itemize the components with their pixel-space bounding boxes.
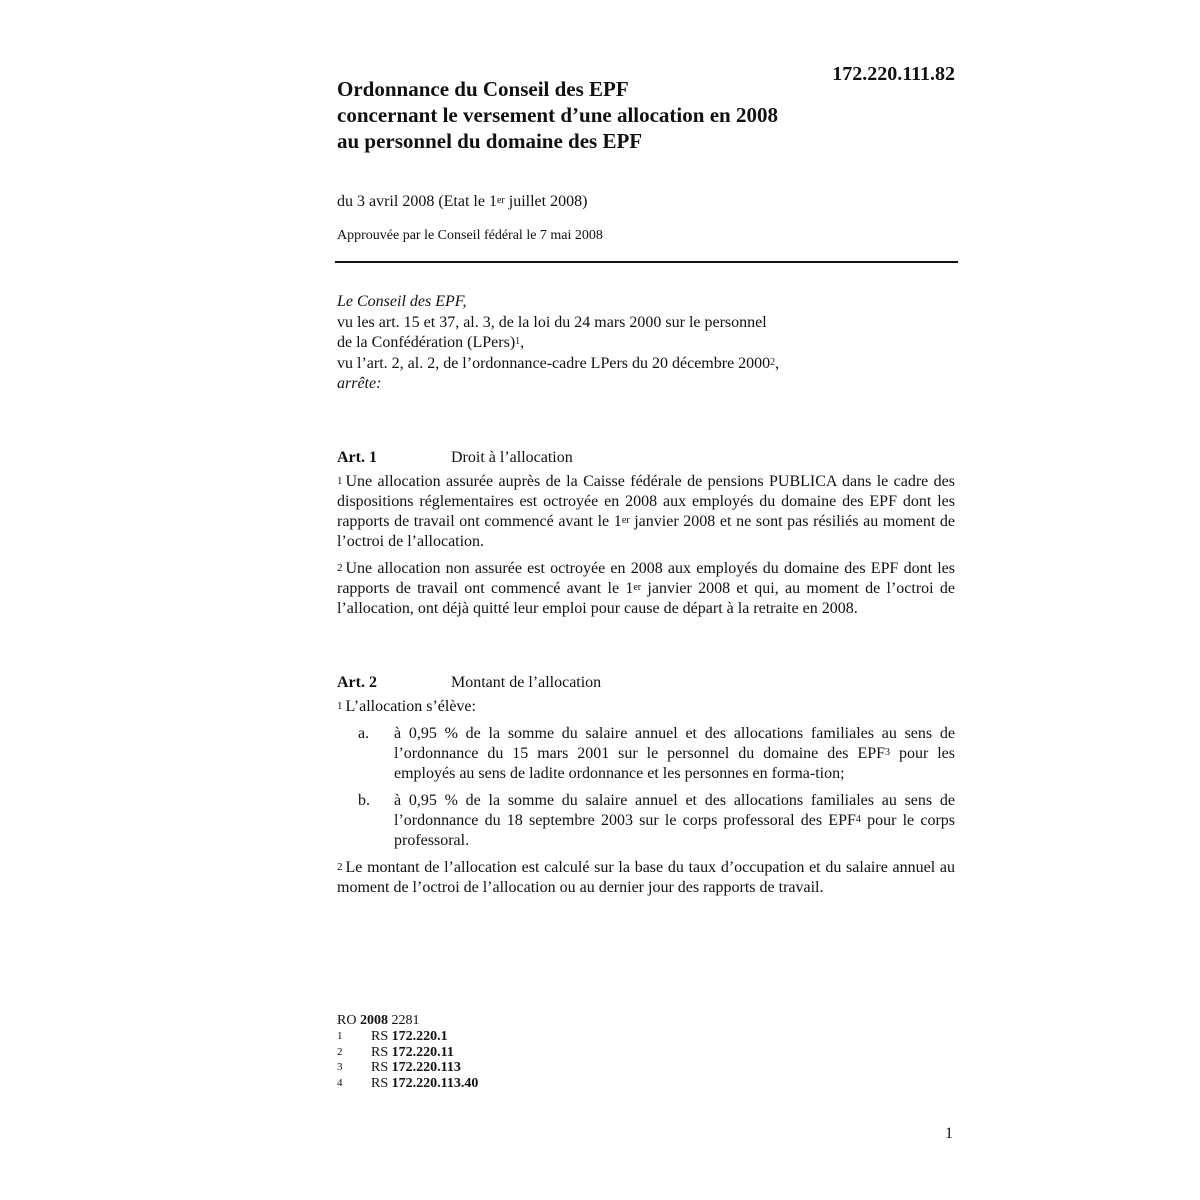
list-item-b xyxy=(337,791,955,851)
paragraph-number: 1 xyxy=(337,700,343,712)
article-2-heading xyxy=(337,673,955,693)
article-2-title: Montant de l’allocation xyxy=(451,674,602,691)
paragraph-text: Une allocation non assurée est octroyée en 2008 aux employés du domaine des EPF dont les rapports de travail ont commencé avant le 1 xyxy=(337,560,955,597)
article-2-number: Art. 2 xyxy=(337,674,377,691)
header-divider xyxy=(335,261,958,263)
preamble-issuer: Le Conseil des EPF, xyxy=(337,293,467,310)
footnote-ref-4[interactable]: 4 xyxy=(855,814,861,825)
footnotes xyxy=(337,1013,478,1091)
footnote-ref-2[interactable]: 2 xyxy=(770,356,776,368)
paragraph-text-end: janvier 2008 et ne sont pas résiliés au moment de l’octroi de l’allocation. xyxy=(337,513,956,550)
title-line-3: au personnel du domaine des EPF xyxy=(337,129,643,153)
footnote-ref-3[interactable]: 3 xyxy=(885,747,891,758)
preamble-line-3-text: vu l’art. 2, al. 2, de l’ordonnance-cadre LPers du 20 décembre 2000 xyxy=(337,354,771,372)
preamble-line-3 xyxy=(337,354,955,375)
preamble xyxy=(337,292,955,395)
article-1-paragraph-1 xyxy=(337,472,955,552)
list-text-end: pour le corps professoral. xyxy=(394,812,955,849)
article-2-paragraph-1 xyxy=(337,697,955,717)
footnote-index: 2 xyxy=(337,1045,343,1058)
sr-number: 172.220.111.82 xyxy=(832,63,955,85)
preamble-line-2 xyxy=(337,333,955,354)
document-date xyxy=(337,192,955,212)
ro-page: 2281 xyxy=(387,1013,420,1028)
footnote-ref-1[interactable]: 1 xyxy=(515,336,521,347)
article-1-paragraph-2 xyxy=(337,559,955,619)
footnote-index: 4 xyxy=(337,1076,343,1089)
title-line-2: concernant le versement d’une allocation en 2008 xyxy=(337,103,778,127)
date-superscript: er xyxy=(496,195,505,206)
list-text-end: pour les employés au sens de ladite ordonnance et les personnes en forma-tion; xyxy=(394,745,955,782)
list-text-main: à 0,95 % de la somme du salaire annuel et des allocations familiales au sens de l’ordonnance du 18 septembre 2003 sur le corps professoral des EPF xyxy=(394,792,955,829)
article-1-title: Droit à l’allocation xyxy=(451,449,573,466)
ro-prefix: RO xyxy=(337,1013,360,1028)
footnote-1 xyxy=(337,1029,478,1045)
footnote-ref-link[interactable]: 172.220.113 xyxy=(391,1060,461,1075)
footnote-2 xyxy=(337,1045,478,1061)
footnote-text xyxy=(371,1029,448,1045)
footnote-3 xyxy=(337,1060,478,1076)
article-2 xyxy=(337,673,955,905)
paragraph-number: 1 xyxy=(337,475,343,487)
paragraph-number: 2 xyxy=(337,861,343,873)
list-text xyxy=(394,791,955,851)
footnote-4 xyxy=(337,1076,478,1092)
footnote-text xyxy=(371,1045,454,1061)
preamble-line-1: vu les art. 15 et 37, al. 3, de la loi du 24 mars 2000 sur le personnel xyxy=(337,313,767,331)
footnote-text xyxy=(371,1060,461,1076)
document-title xyxy=(337,76,877,154)
ro-year: 2008 xyxy=(359,1013,388,1028)
footnote-prefix: RS xyxy=(371,1060,392,1075)
list-letter: b. xyxy=(358,792,370,809)
preamble-line-2-text: de la Confédération (LPers) xyxy=(337,334,516,351)
ordinal-superscript: er xyxy=(633,582,642,593)
ro-reference xyxy=(337,1013,478,1029)
article-1 xyxy=(337,448,955,626)
article-1-number: Art. 1 xyxy=(337,449,377,466)
footnote-prefix: RS xyxy=(371,1029,392,1044)
page-number: 1 xyxy=(945,1125,953,1142)
approval-note: Approuvée par le Conseil fédéral le 7 mai 2008 xyxy=(337,228,603,243)
footnote-text xyxy=(371,1076,478,1092)
footnote-index: 1 xyxy=(337,1030,343,1042)
footnote-ref-link[interactable]: 172.220.11 xyxy=(391,1044,454,1060)
paragraph-number: 2 xyxy=(337,562,343,574)
footnote-index: 3 xyxy=(337,1061,343,1073)
document-header xyxy=(337,62,955,245)
title-line-1: Ordonnance du Conseil des EPF xyxy=(337,77,629,101)
list-text xyxy=(394,724,955,784)
article-1-heading xyxy=(337,448,955,468)
preamble-decree: arrête: xyxy=(337,375,382,392)
paragraph-text: Le montant de l’allocation est calculé sur la base du taux d’occupation et du salaire annuel au moment de l’octroi de l’allocation ou au dernier jour des rapports de travail. xyxy=(337,859,955,896)
list-item-a xyxy=(337,724,955,784)
date-suffix: juillet 2008) xyxy=(504,193,588,210)
list-letter: a. xyxy=(358,725,370,742)
footnote-prefix: RS xyxy=(371,1075,392,1091)
preamble-line-3-end: , xyxy=(775,354,780,372)
footnote-ref-link[interactable]: 172.220.1 xyxy=(391,1029,448,1044)
preamble-line-2-end: , xyxy=(520,334,525,351)
list-text-main: à 0,95 % de la somme du salaire annuel et des allocations familiales au sens de l’ordonnance du 15 mars 2001 sur le personnel du domaine des EPF xyxy=(394,725,955,762)
footnote-ref-link[interactable]: 172.220.113.40 xyxy=(391,1075,479,1091)
paragraph-text: L’allocation s’élève: xyxy=(345,698,476,715)
article-2-paragraph-2 xyxy=(337,858,955,898)
ordinal-superscript: er xyxy=(621,515,630,526)
paragraph-text-end: janvier 2008 et qui, au moment de l’octroi de l’allocation, ont déjà quitté leur emploi pour cause de départ à la retraite en 2008. xyxy=(337,580,955,617)
date-prefix: du 3 avril 2008 (Etat le 1 xyxy=(337,193,497,210)
footnote-prefix: RS xyxy=(371,1044,392,1060)
paragraph-text: Une allocation assurée auprès de la Caisse fédérale de pensions PUBLICA dans le cadre des dispositions réglementaires est octroyée en 2008 aux employés du domaine des EPF dont les rapports de travail ont commencé avant le 1 xyxy=(337,473,955,530)
